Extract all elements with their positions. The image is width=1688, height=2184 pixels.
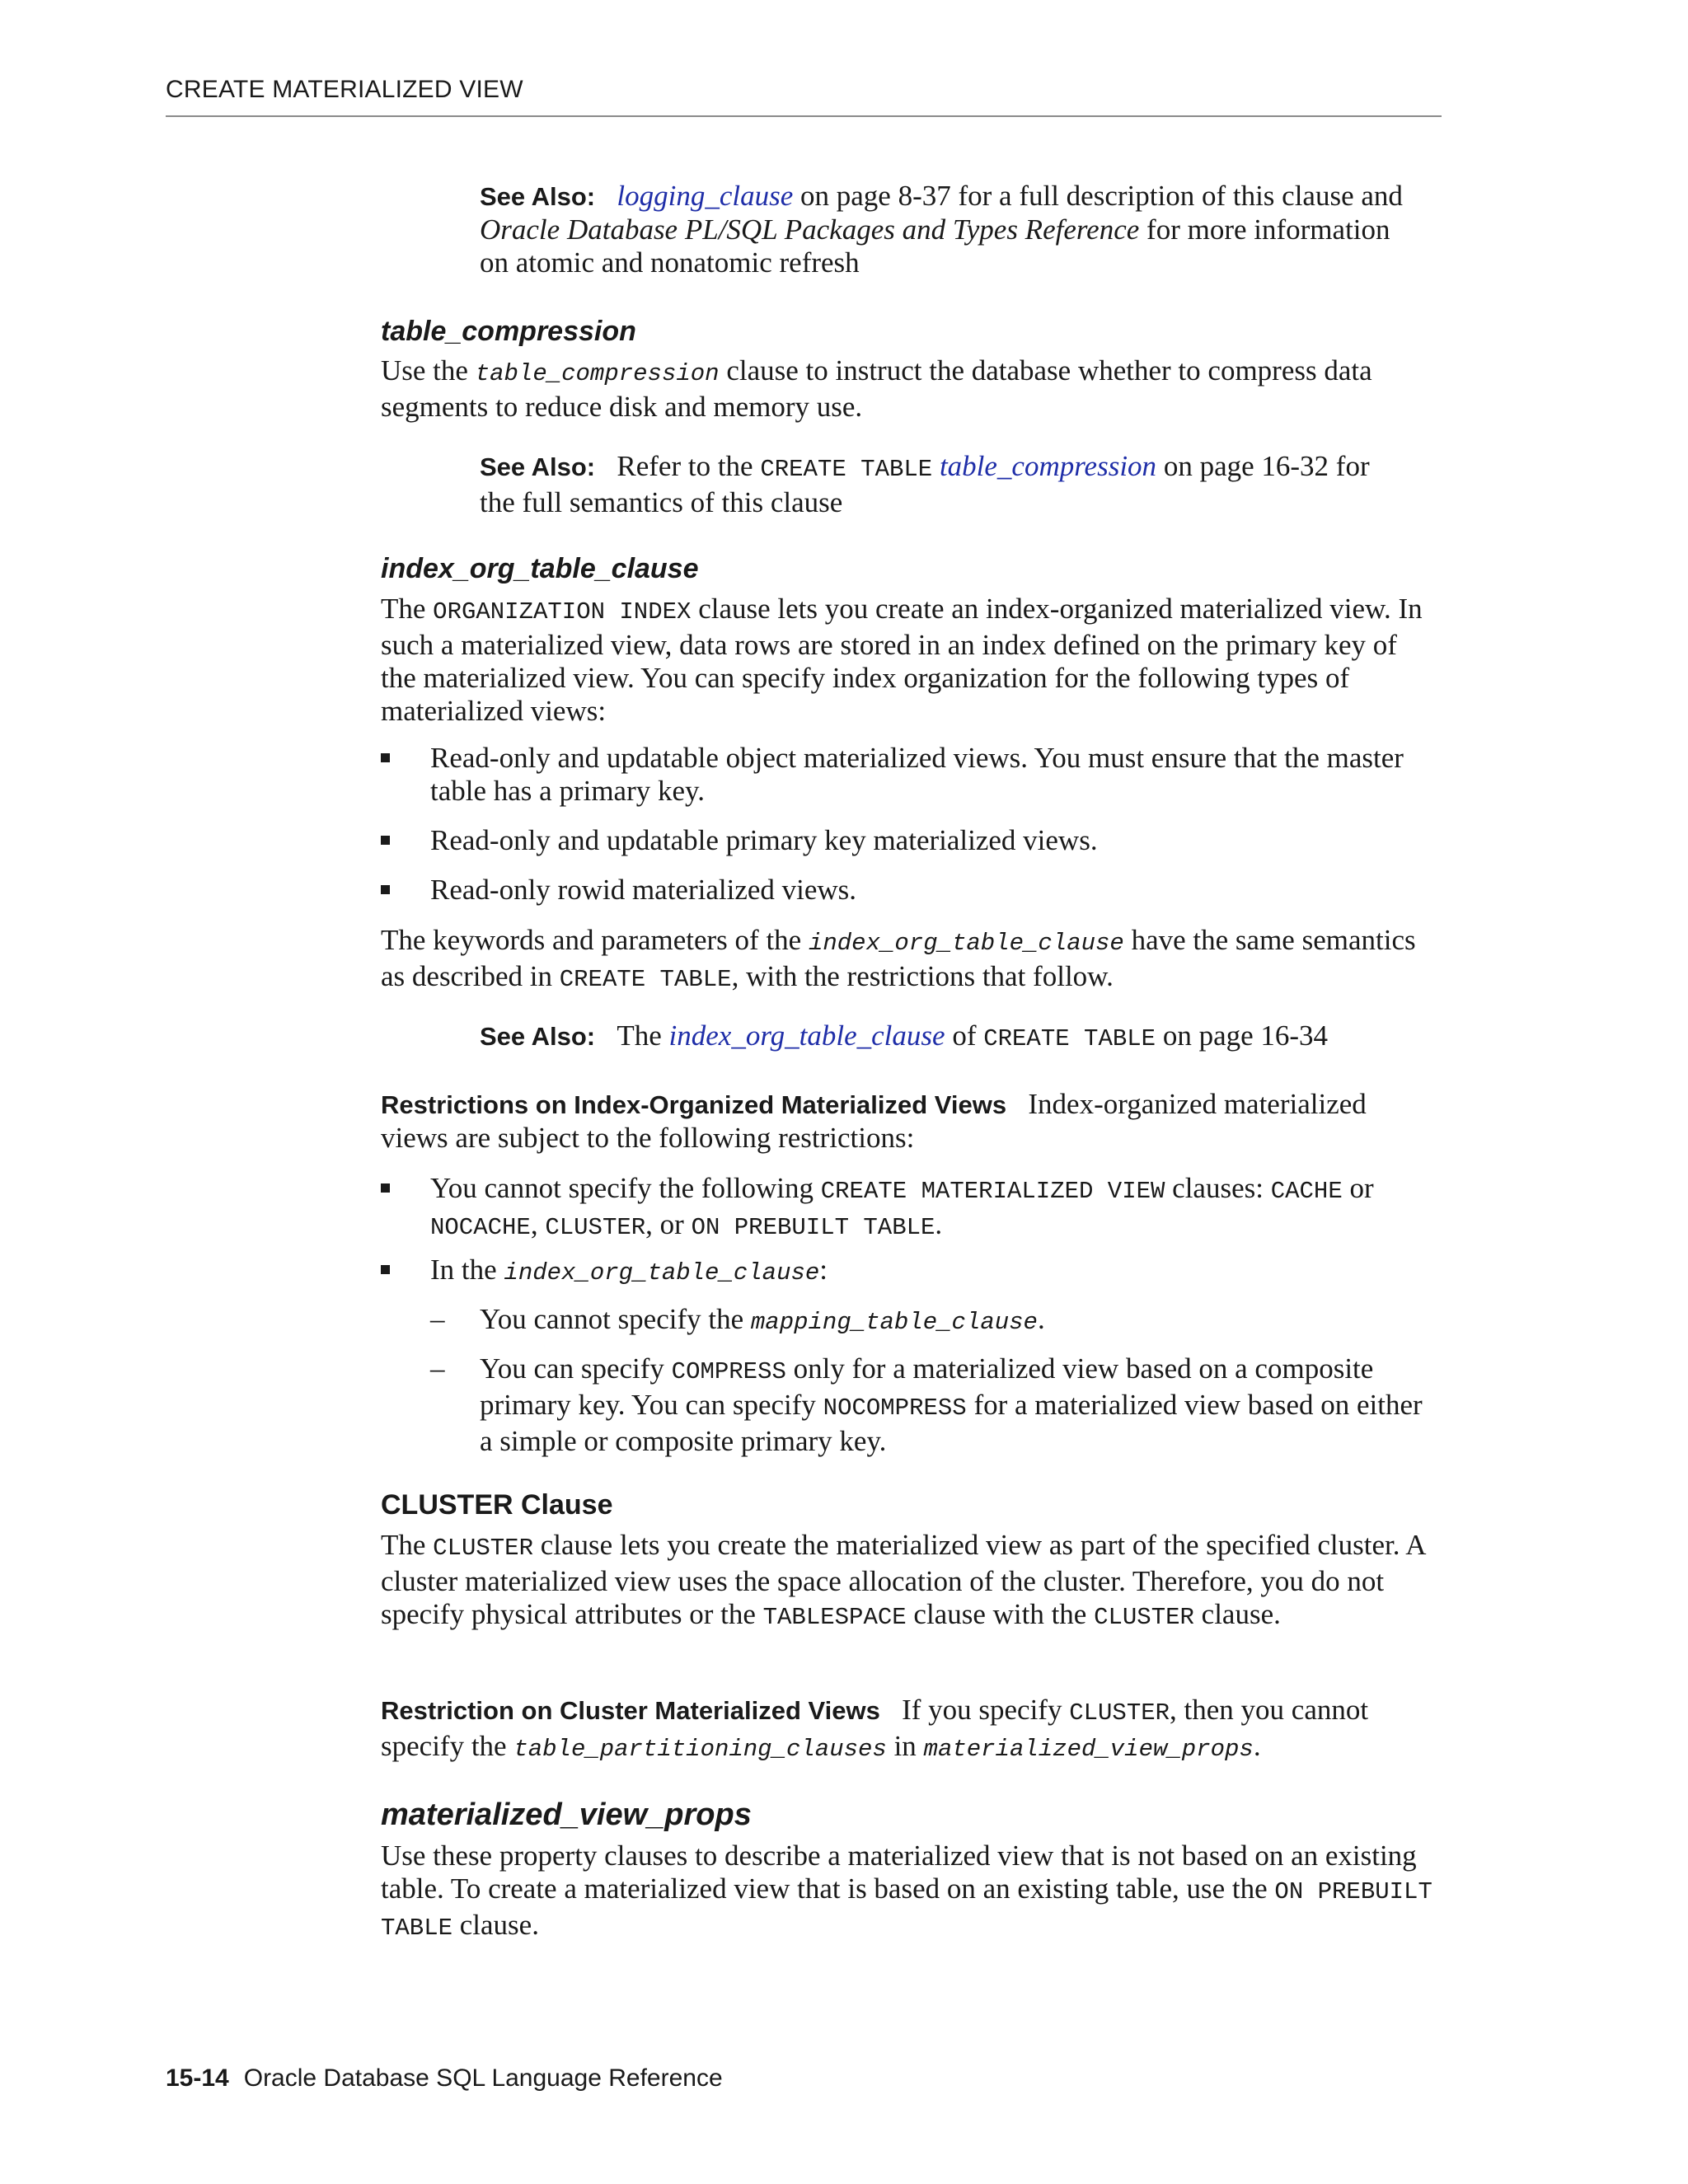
dash-marker: – <box>430 1303 445 1335</box>
runin-heading: Restriction on Cluster Materialized Views <box>381 1696 880 1725</box>
running-header: CREATE MATERIALIZED VIEW <box>166 76 523 103</box>
heading-cluster-clause: CLUSTER Clause <box>381 1489 613 1521</box>
paragraph-mv-props: Use these property clauses to describe a materialized view that is not based on an existing table. To create a materialized view that is based on an existing table, use the ON PREBUILT TABLE clause. <box>381 1840 1432 1942</box>
table-compression-link[interactable]: table_compression <box>939 450 1157 482</box>
runin-heading: Restrictions on Index-Organized Materialized Views <box>381 1090 1007 1119</box>
paragraph-cluster: The CLUSTER clause lets you create the materialized view as part of the specified cluster. A cluster materialized view uses the space allocation of the cluster. Therefore, you do not specify physical attributes or the TABLESPACE clause with the CLUSTER clause. <box>381 1529 1425 1631</box>
heading-table-compression: table_compression <box>381 316 636 347</box>
paragraph-restriction-cluster: Restriction on Cluster Materialized Views If you specify CLUSTER, then you cannot specify the table_partitioning_clauses in materialized_view_props. <box>381 1694 1369 1763</box>
bullet-marker <box>381 1183 390 1193</box>
see-also-label: See Also: <box>480 182 596 211</box>
logging-clause-link[interactable]: logging_clause <box>617 180 794 212</box>
see-also-index-org: See Also: The index_org_table_clause of CREATE TABLE on page 16-34 <box>480 1019 1329 1052</box>
book-title: Oracle Database PL/SQL Packages and Types Reference <box>480 213 1140 246</box>
index-org-table-clause-link[interactable]: index_org_table_clause <box>668 1019 945 1052</box>
paragraph-restrictions-iot: Restrictions on Index-Organized Materialized Views Index-organized materialized views are subject to the following restrictions: <box>381 1088 1367 1154</box>
paragraph-index-org-keywords: The keywords and parameters of the index_org_table_clause have the same semantics as described in CREATE TABLE, with the restrictions that follow. <box>381 924 1416 993</box>
heading-index-org-table-clause: index_org_table_clause <box>381 553 699 584</box>
page-footer <box>166 2064 723 2093</box>
see-also-table-compression: See Also: Refer to the CREATE TABLE table_compression on page 16-32 for the full semantics of this clause <box>480 450 1370 518</box>
bullet-marker <box>381 753 390 762</box>
see-also-text: for more information on atomic and nonatomic refresh <box>480 213 1390 279</box>
bullet-marker <box>381 1265 390 1274</box>
dash-marker: – <box>430 1352 445 1385</box>
bullet-marker <box>381 836 390 845</box>
see-also-logging <box>480 180 1403 279</box>
book-title-footer: Oracle Database SQL Language Reference <box>243 2064 723 2092</box>
paragraph-index-org: The ORGANIZATION INDEX clause lets you create an index-organized materialized view. In such a materialized view, data rows are stored in an index defined on the primary key of the materialized view. You can specify index organization for the following types of materialized views: <box>381 593 1423 727</box>
see-also-text: on page 8-37 for a full description of this clause and <box>793 180 1403 212</box>
paragraph-table-compression: Use the table_compression clause to instruct the database whether to compress data segments to reduce disk and memory use. <box>381 354 1372 423</box>
heading-materialized-view-props: materialized_view_props <box>381 1797 752 1832</box>
page-number: 15-14 <box>166 2064 229 2092</box>
bullet-marker <box>381 885 390 894</box>
header-rule <box>166 115 1442 117</box>
